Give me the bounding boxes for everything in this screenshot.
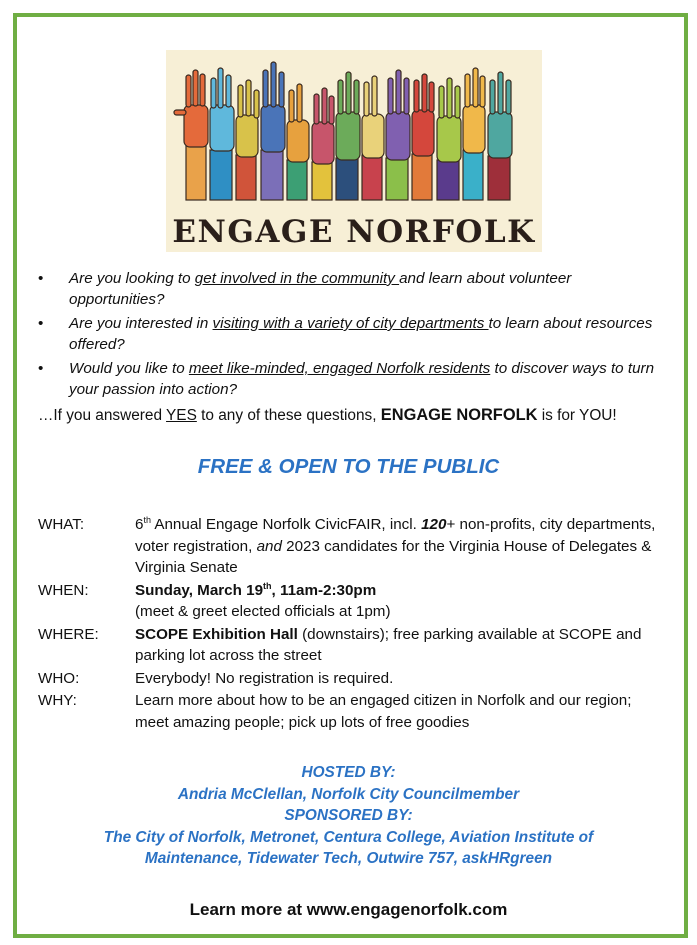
when-label: WHEN:	[38, 581, 89, 599]
list-item: • Are you interested in visiting with a variety of city departments to learn about resources offered?	[38, 315, 653, 353]
why-row	[38, 690, 668, 733]
what-label: WHAT:	[38, 516, 85, 533]
where-label: WHERE:	[38, 625, 99, 643]
list-item: • Would you like to meet like-minded, engaged Norfolk residents to discover ways to turn your passion into action?	[38, 360, 655, 398]
who-label: WHO:	[38, 669, 80, 687]
who-value: Everybody! No registration is required.	[135, 669, 394, 687]
list-item: • Are you looking to get involved in the community and learn about volunteer opportunities?	[38, 270, 572, 308]
hosted-by-label: HOSTED BY:	[301, 764, 396, 781]
why-label: WHY:	[38, 692, 77, 709]
why-value: Learn more about how to be an engaged citizen in Norfolk and our region; meet amazing people; pick up lots of free goodies	[135, 692, 632, 731]
learn-more-text: Learn more at www.engagenorfolk.com	[189, 900, 508, 919]
what-row	[38, 514, 668, 579]
host-name: Andria McClellan, Norfolk City Councilmember	[177, 785, 520, 803]
engage-norfolk-logo	[166, 50, 542, 252]
when-value: Sunday, March 19th, 11am-2:30pm (meet & greet elected officials at 1pm)	[135, 580, 391, 620]
sponsors-line-1: The City of Norfolk, Metronet, Centura College, Aviation Institute of	[103, 828, 594, 846]
where-value: SCOPE Exhibition Hall (downstairs); free parking available at SCOPE and parking lot across the street	[135, 625, 642, 664]
when-row	[38, 580, 668, 623]
sponsored-by-label: SPONSORED BY:	[284, 807, 413, 824]
answer-line: …If you answered YES to any of these questions, ENGAGE NORFOLK is for YOU!	[38, 406, 617, 424]
what-value: 6th Annual Engage Norfolk CivicFAIR, incl. 120+ non-profits, city departments, voter registration, and 2023 candidates for the Virginia House of Delegates & Virginia Senate	[135, 514, 656, 576]
logo-text: ENGAGE NORFOLK	[172, 214, 536, 250]
question-list	[38, 268, 663, 403]
free-open-heading: FREE & OPEN TO THE PUBLIC	[197, 455, 500, 478]
sponsors-line-2: Maintenance, Tidewater Tech, Outwire 757, askHRgreen	[144, 850, 553, 867]
sponsors-block	[0, 762, 697, 870]
where-row	[38, 624, 668, 667]
who-row	[38, 668, 668, 690]
event-details	[38, 514, 668, 734]
